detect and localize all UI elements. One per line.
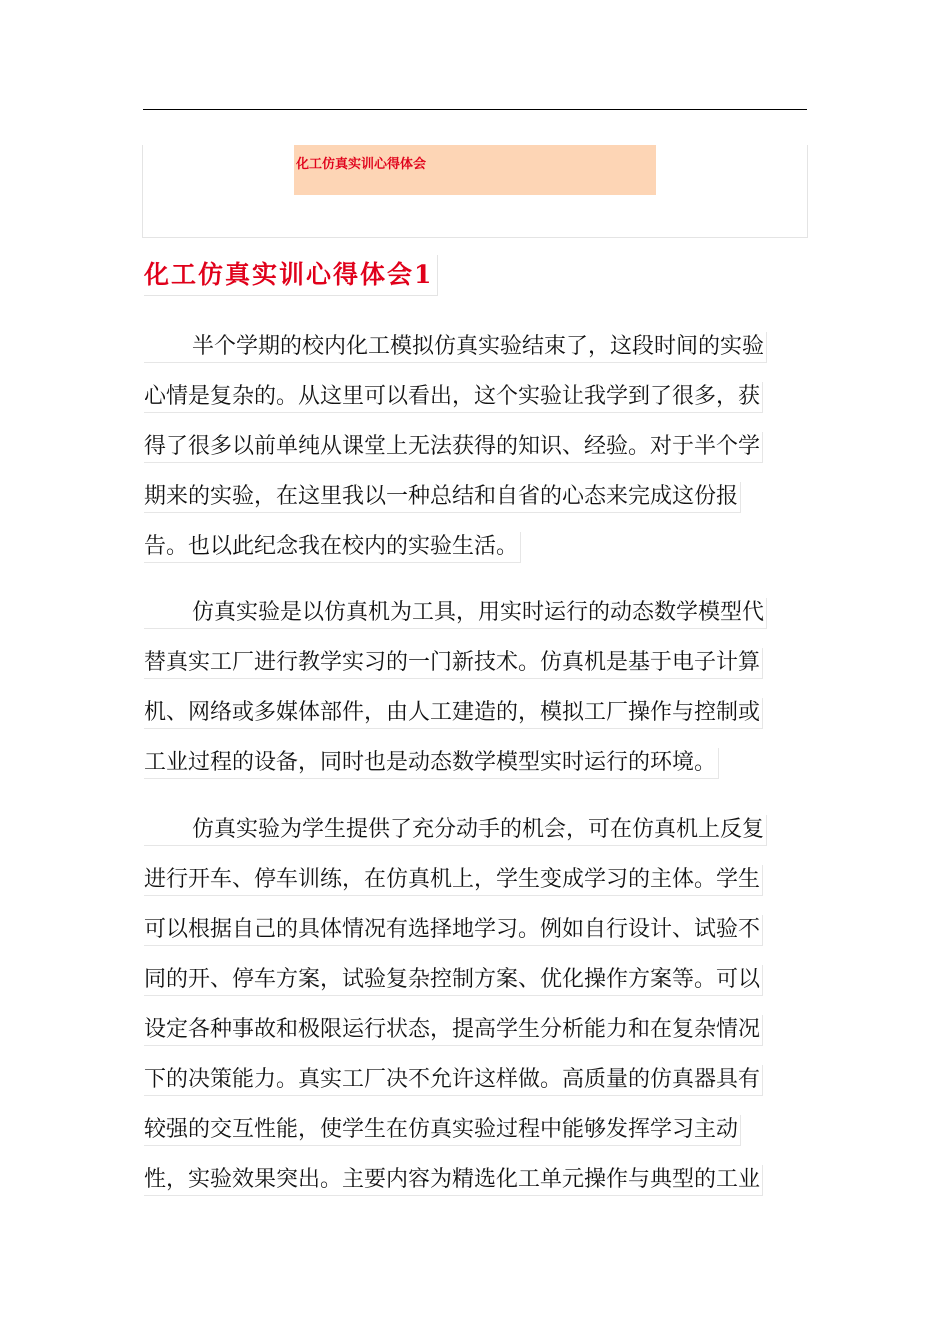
paragraph-line: 下的决策能力。真实工厂决不允许这样做。高质量的仿真器具有 (144, 1055, 816, 1105)
paragraph-line: 机、网络或多媒体部件，由人工建造的，模拟工厂操作与控制或 (144, 688, 816, 738)
paragraph-3 (144, 805, 816, 1205)
paragraph-line: 仿真实验是以仿真机为工具，用实时运行的动态数学模型代 (144, 588, 816, 638)
paragraph-line: 半个学期的校内化工模拟仿真实验结束了，这段时间的实验 (144, 322, 816, 372)
paragraph-line: 性，实验效果突出。主要内容为精选化工单元操作与典型的工业 (144, 1155, 816, 1205)
paragraph-line: 告。也以此纪念我在校内的实验生活。 (144, 522, 816, 572)
header-label: 化工仿真实训心得体会 (296, 157, 427, 172)
paragraph-line: 可以根据自己的具体情况有选择地学习。例如自行设计、试验不 (144, 905, 816, 955)
paragraph-line: 设定各种事故和极限运行状态，提高学生分析能力和在复杂情况 (144, 1005, 816, 1055)
paragraph-line: 仿真实验为学生提供了充分动手的机会，可在仿真机上反复 (144, 805, 816, 855)
paragraph-line: 心情是复杂的。从这里可以看出，这个实验让我学到了很多，获 (144, 372, 816, 422)
header-rule (143, 109, 807, 110)
paragraph-line: 工业过程的设备，同时也是动态数学模型实时运行的环境。 (144, 738, 816, 788)
paragraph-line: 期来的实验，在这里我以一种总结和自省的心态来完成这份报 (144, 472, 816, 522)
paragraph-2 (144, 588, 816, 788)
document-title: 化工仿真实训心得体会1 (144, 255, 438, 296)
paragraph-line: 得了很多以前单纯从课堂上无法获得的知识、经验。对于半个学 (144, 422, 816, 472)
paragraph-1 (144, 322, 816, 572)
paragraph-line: 进行开车、停车训练，在仿真机上，学生变成学习的主体。学生 (144, 855, 816, 905)
paragraph-line: 较强的交互性能，使学生在仿真实验过程中能够发挥学习主动 (144, 1105, 816, 1155)
paragraph-line: 同的开、停车方案，试验复杂控制方案、优化操作方案等。可以 (144, 955, 816, 1005)
paragraph-line: 替真实工厂进行教学实习的一门新技术。仿真机是基于电子计算 (144, 638, 816, 688)
